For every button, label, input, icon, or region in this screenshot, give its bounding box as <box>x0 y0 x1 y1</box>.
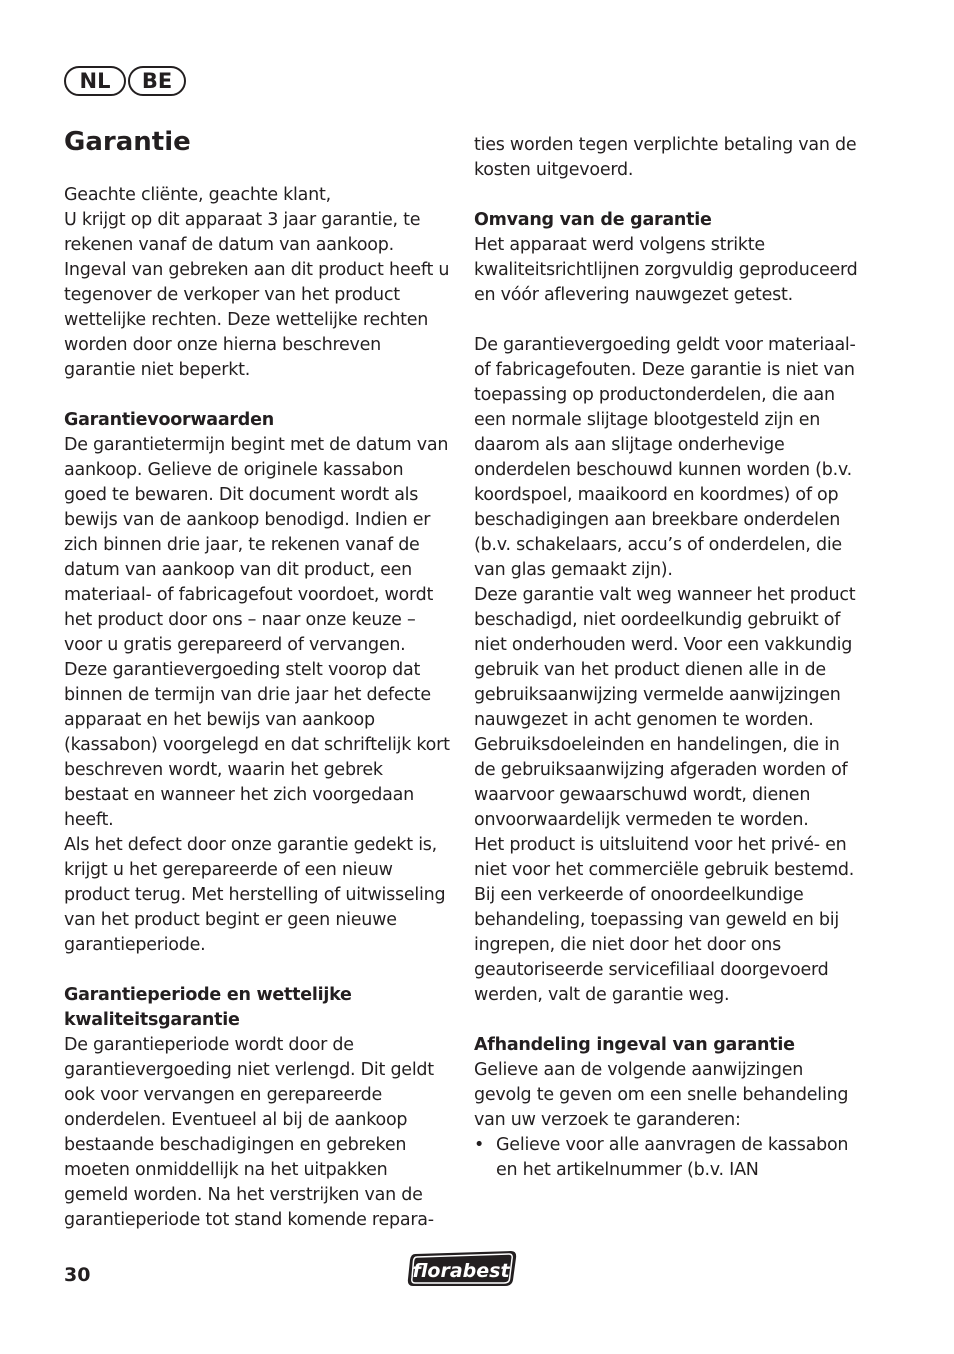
intro-paragraph: Geachte cliënte, geachte klant, U krijgt op dit apparaat 3 jaar garantie, te rekenen vanaf de datum van aankoop. Ingeval van gebreken aan dit product heeft u tegenover de verkoper van het product wettelijke rechten. Deze wettelijke rechten worden door onze hierna beschreven garantie niet beperkt. <box>64 185 450 380</box>
paragraph: Als het defect door onze garantie gedekt is, krijgt u het gerepareerde of een nieuw product terug. Met herstelling of uitwisseling van het product begint er geen nieuwe garantieperiode. <box>64 835 446 955</box>
paragraph: Deze garantie valt weg wanneer het product beschadigd, niet oordeelkundig gebruikt of niet onderhouden werd. Voor een vakkundig gebruik van het product dienen alle in de gebruiksaanwijzing vermelde aanwijzingen nauwgezet in acht genomen te worden. Gebruiksdoeleinden en handelingen, die in de gebruiksaanwijzing afgeraden worden of waarvoor gewaarschuwd wordt, dienen onvoorwaardelijk vermeden te worden. <box>474 585 856 830</box>
right-column <box>474 133 862 1183</box>
bullet-icon: • <box>474 1135 485 1155</box>
paragraph: De garantieperiode wordt door de garantievergoeding niet verlengd. Dit geldt ook voor vervangen en gerepareerde onderdelen. Eventueel al bij de aankoop bestaande beschadigingen en gebreken moeten onmiddellijk na het uitpakken gemeld worden. Na het verstrijken van de garantieperiode tot stand komende repara- <box>64 1035 434 1230</box>
page-number: 30 <box>64 1264 91 1286</box>
lang-badge-be: BE <box>128 66 186 96</box>
list-item-text: Gelieve voor alle aanvragen de kassabon en het artikelnummer (b.v. IAN <box>496 1135 849 1180</box>
list-item <box>474 1133 862 1183</box>
paragraph: De garantietermijn begint met de datum van aankoop. Gelieve de originele kassabon goed te bewaren. Dit document wordt als bewijs van de aankoop benodigd. Indien er zich binnen drie jaar, te rekenen vanaf de datum van aankoop van dit product, een materiaal- of fabricagefout voordoet, wordt het product door ons – naar onze keuze – voor u gratis gerepareerd of vervangen. Deze garantievergoeding stelt voorop dat binnen de termijn van drie jaar het defecte apparaat en het bewijs van aankoop (kassabon) voorgelegd en dat schriftelijk kort beschreven wordt, waarin het gebrek bestaat en wanneer het zich voorgedaan heeft. <box>64 435 450 830</box>
paragraph: De garantievergoeding geldt voor materiaal- of fabricagefouten. Deze garantie is niet van toepassing op productonderdelen, die aan een normale slijtage blootgesteld zijn en daarom als aan slijtage onderhevige onderdelen beschouwd kunnen worden (b.v. koordspoel, maaikoord en koordmes) of op beschadigingen aan breekbare onderdelen (b.v. schakelaars, accu’s of onderdelen, die van glas gemaakt zijn). <box>474 335 856 580</box>
section-heading-garantievoorwaarden: Garantievoorwaarden <box>64 410 274 430</box>
paragraph: Het apparaat werd volgens strikte kwaliteitsrichtlijnen zorgvuldig geproduceerd en vóór aflevering nauwgezet getest. <box>474 235 858 305</box>
florabest-logo <box>405 1246 521 1290</box>
lang-badge-nl: NL <box>64 66 126 96</box>
logo-text: florabest <box>412 1260 510 1282</box>
section-heading-omvang: Omvang van de garantie <box>474 210 712 230</box>
paragraph: Gelieve aan de volgende aanwijzingen gevolg te geven om een snelle behandeling van uw verzoek te garanderen: <box>474 1060 849 1130</box>
section-heading-garantieperiode: Garantieperiode en wettelijke kwaliteitsgarantie <box>64 985 352 1030</box>
page-title: Garantie <box>64 127 191 157</box>
left-column <box>64 183 450 1233</box>
section-heading-afhandeling: Afhandeling ingeval van garantie <box>474 1035 795 1055</box>
paragraph: Het product is uitsluitend voor het privé- en niet voor het commerciële gebruik bestemd. Bij een verkeerde of onoordeelkundige behandeling, toepassing van geweld en bij ingrepen, die niet door het door ons geautoriseerde servicefiliaal doorgevoerd werden, valt de garantie weg. <box>474 835 855 1005</box>
paragraph: ties worden tegen verplichte betaling van de kosten uitgevoerd. <box>474 135 857 180</box>
